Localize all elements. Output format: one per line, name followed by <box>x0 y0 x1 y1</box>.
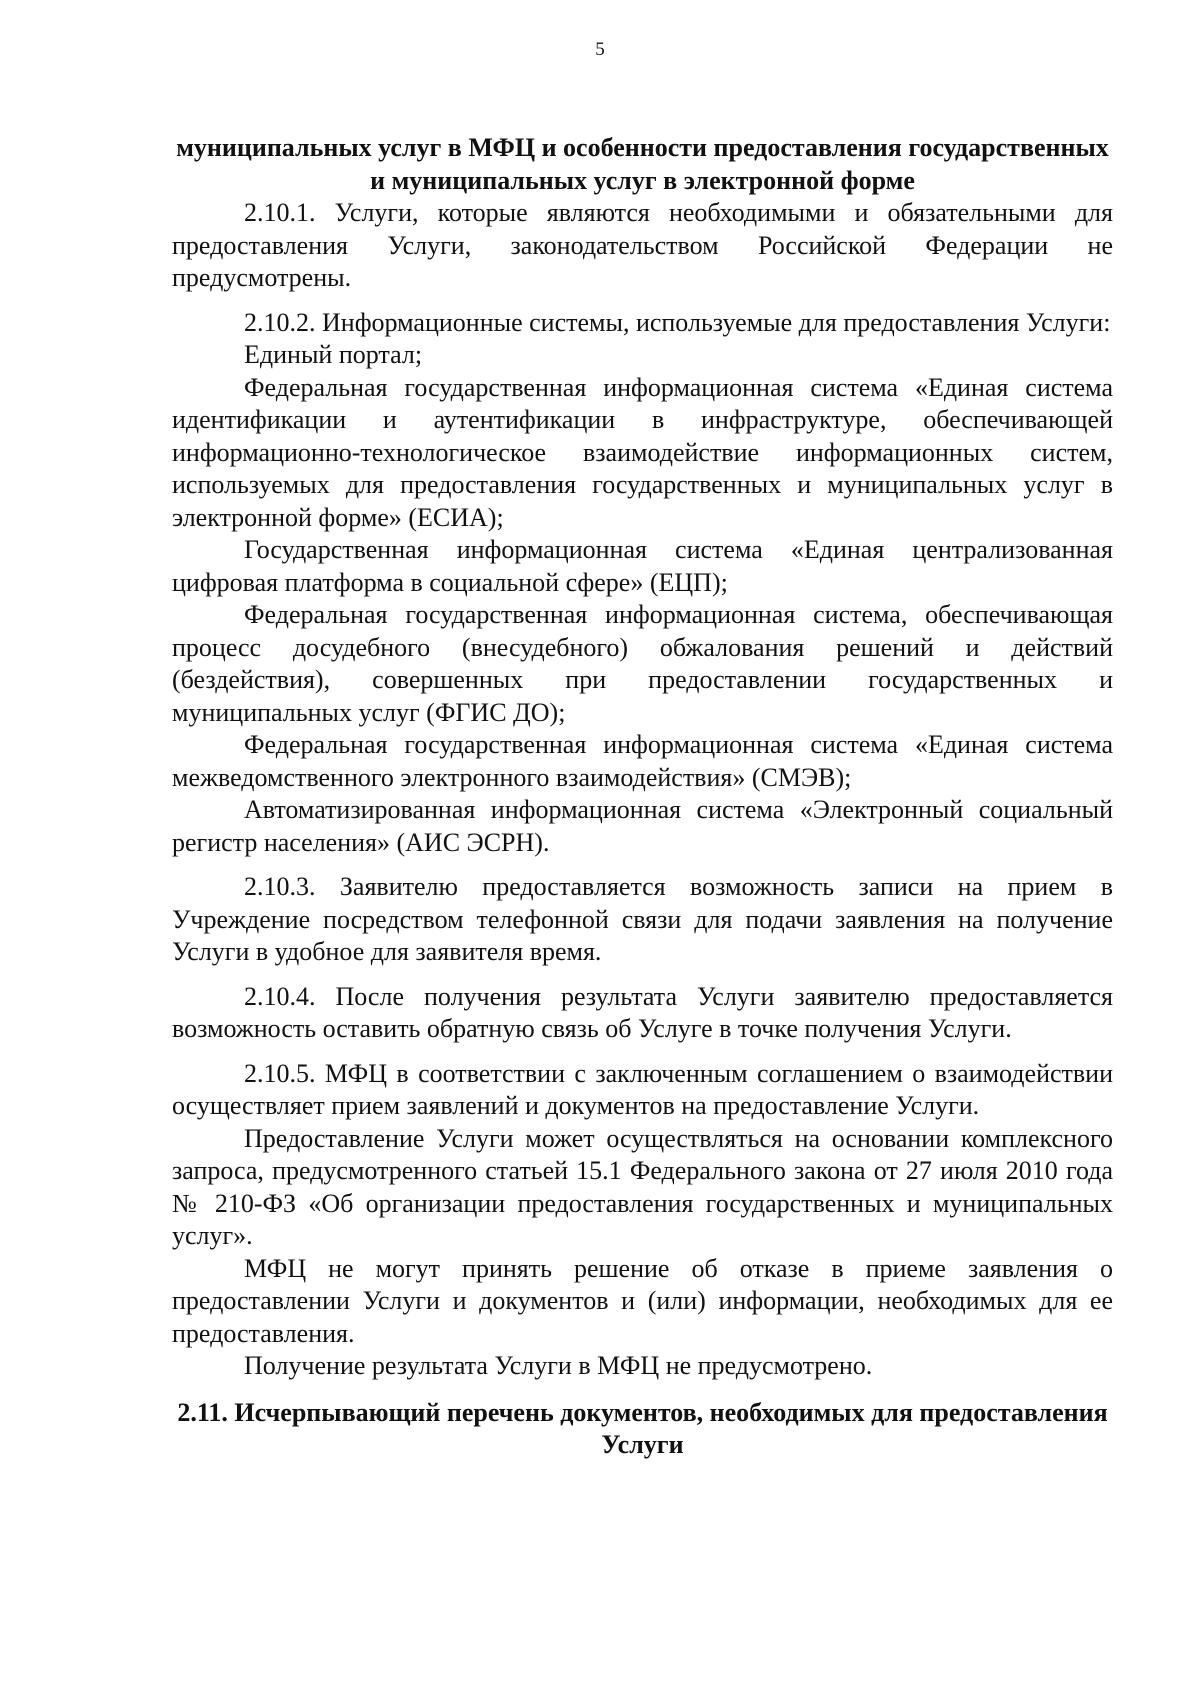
list-item-fgis-do: Федеральная государственная информационная система, обеспечивающая процесс досудебного (внесудебного) обжалования решений и действий (бездействия), совершенных при предоставлении государственных и муниципальных услуг (ФГИС ДО); <box>172 600 1113 727</box>
paragraph-2-10-1: 2.10.1. Услуги, которые являются необходимыми и обязательными для предоставления Услуги, законодательством Российской Федерации не предусмотрены. <box>172 198 1113 292</box>
paragraph-2-10-3: 2.10.3. Заявителю предоставляется возможность записи на прием в Учреждение посредством телефонной связи для подачи заявления на получение Услуги в удобное для заявителя время. <box>172 872 1113 966</box>
page-number: 5 <box>595 39 605 60</box>
list-item-ais-esrn: Автоматизированная информационная система «Электронный социальный регистр населения» (АИС ЭСРН). <box>172 795 1113 857</box>
paragraph-2-10-2: 2.10.2. Информационные системы, используемые для предоставления Услуги: <box>244 307 1111 337</box>
paragraph-complex-request: Предоставление Услуги может осуществляться на основании комплексного запроса, предусмотренного статьей 15.1 Федерального закона от 27 июля 2010 года № 210-ФЗ «Об организации предоставления государственных и муниципальных услуг». <box>172 1123 1113 1250</box>
list-item-smev: Федеральная государственная информационная система «Единая система межведомственного электронного взаимодействия» (СМЭВ); <box>172 730 1113 792</box>
section-heading: муниципальных услуг в МФЦ и особенности предоставления государственных и муниципальных услуг в электронной форме <box>176 133 1109 195</box>
paragraph-2-10-5: 2.10.5. МФЦ в соответствии с заключенным соглашением о взаимодействии осуществляет прием заявлений и документов на предоставление Услуги. <box>172 1058 1113 1120</box>
paragraph-result-in-mfc: Получение результата Услуги в МФЦ не предусмотрено. <box>244 1351 873 1380</box>
list-item-ecp: Государственная информационная система «Единая централизованная цифровая платформа в социальной сфере» (ЕЦП); <box>172 535 1113 597</box>
list-item-esia: Федеральная государственная информационная система «Единая система идентификации и аутентификации в инфраструктуре, обеспечивающей информационно-технологическое взаимодействие информационных систем, используемых для предоставления государственных и муниципальных услуг в электронной форме» (ЕСИА); <box>172 372 1113 532</box>
paragraph-mfc-refusal: МФЦ не могут принять решение об отказе в приеме заявления о предоставлении Услуги и документов и (или) информации, необходимых для ее предоставления. <box>172 1253 1113 1348</box>
list-item-unified-portal: Единый портал; <box>244 340 423 369</box>
paragraph-2-10-4: 2.10.4. После получения результата Услуги заявителю предоставляется возможность оставить обратную связь об Услуге в точке получения Услуги. <box>172 981 1113 1043</box>
section-2-11-heading: 2.11. Исчерпывающий перечень документов, необходимых для предоставления Услуги <box>177 1397 1108 1459</box>
